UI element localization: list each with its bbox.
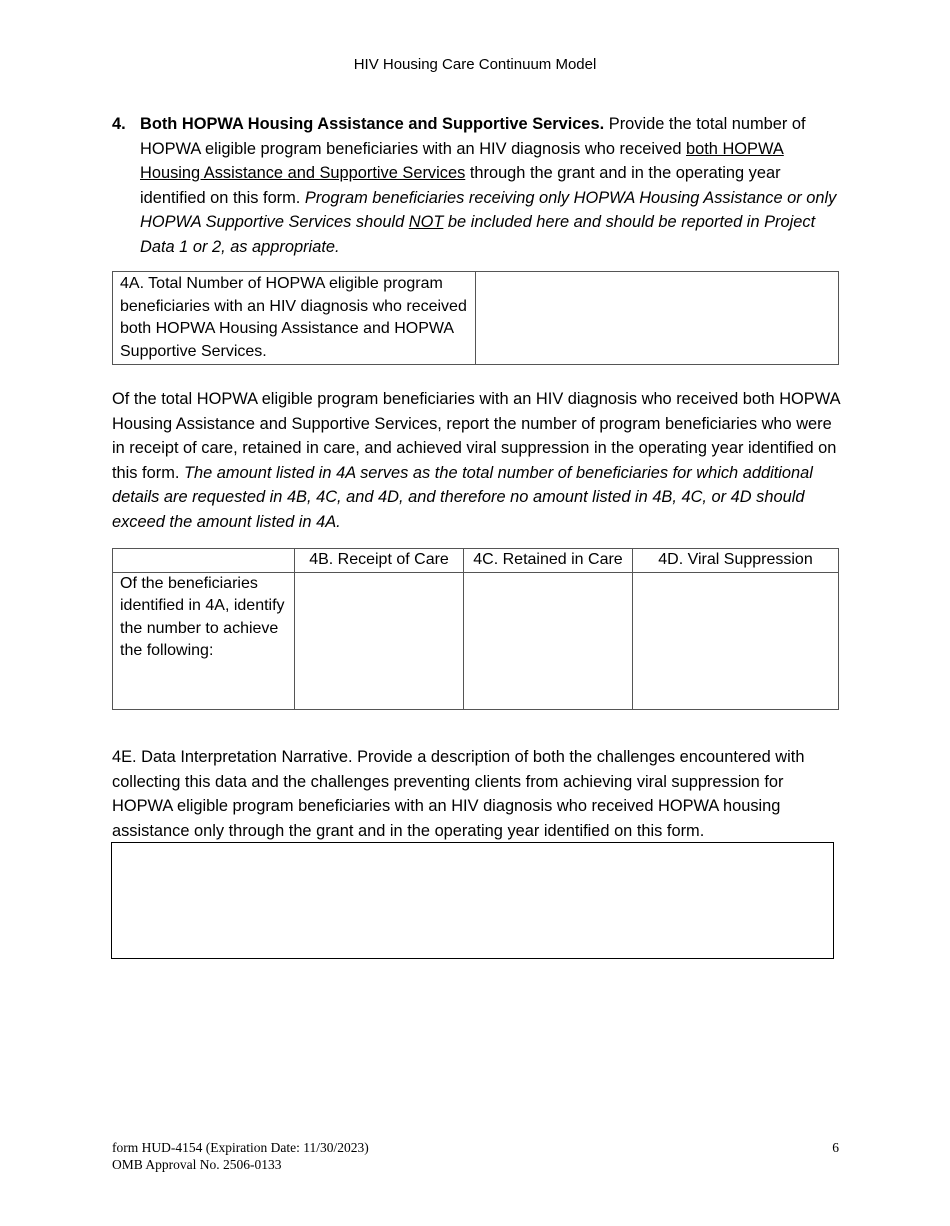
section-number: 4. — [112, 115, 126, 133]
header-blank — [113, 549, 295, 573]
footer-form-id: form HUD-4154 (Expiration Date: 11/30/2023) — [112, 1140, 369, 1155]
section-italic-not: NOT — [408, 213, 444, 231]
header-receipt-of-care: 4B. Receipt of Care — [295, 549, 464, 573]
section-4 — [112, 112, 842, 259]
table-row — [113, 572, 839, 709]
page-number: 6 — [832, 1140, 839, 1155]
cell-viral-suppression[interactable] — [633, 572, 839, 709]
paragraph-2-italic: The amount listed in 4A serves as the total number of beneficiaries for which additional details are requested in 4B, 4C, and 4D, and therefore no amount listed in 4B, 4C, or 4D should exceed the amount listed in 4A. — [112, 463, 813, 531]
section-text-1: Provide the total number of HOPWA eligible program beneficiaries with an HIV diagnosis who received — [140, 115, 806, 158]
cell-receipt-of-care[interactable] — [295, 572, 464, 709]
section-4-body — [140, 112, 842, 259]
table-header-row — [113, 549, 839, 573]
row-label: Of the beneficiaries identified in 4A, identify the number to achieve the following: — [113, 572, 295, 709]
footer — [112, 1139, 839, 1173]
section-text-2: through the grant and in the operating year identified on this form. — [140, 164, 781, 207]
table-4a — [112, 271, 839, 365]
paragraph-2-text: Of the total HOPWA eligible program beneficiaries with an HIV diagnosis who received both HOPWA Housing Assistance and Supportive Services, report the number of program beneficiaries who were in receipt of care, retained in care, and achieved viral suppression in the operating year identified on this form. — [112, 390, 840, 482]
section-underline-1: both HOPWA Housing Assistance and Supportive Services — [140, 139, 784, 182]
table-4a-value-cell[interactable] — [476, 272, 839, 365]
section-italic-2: be included here and should be reported in Project Data 1 or 2, as appropriate. — [140, 213, 816, 256]
table-4b-4d — [112, 548, 839, 710]
paragraph-2 — [112, 387, 842, 534]
narrative-textbox[interactable] — [111, 842, 834, 959]
header-viral-suppression: 4D. Viral Suppression — [633, 549, 839, 573]
page-header: HIV Housing Care Continuum Model — [353, 56, 597, 73]
paragraph-4e: 4E. Data Interpretation Narrative. Provide a description of both the challenges encountered with collecting this data and the challenges preventing clients from achieving viral suppression for HOPWA eligible program beneficiaries with an HIV diagnosis who received HOPWA housing assistance only through the grant and in the operating year identified on this form. — [112, 748, 805, 840]
section-italic-1: Program beneficiaries receiving only HOPWA Housing Assistance or only HOPWA Supportive Services should — [140, 188, 837, 231]
table-4a-label: 4A. Total Number of HOPWA eligible program beneficiaries with an HIV diagnosis who received both HOPWA Housing Assistance and HOPWA Supportive Services. — [113, 272, 476, 365]
cell-retained-in-care[interactable] — [464, 572, 633, 709]
header-retained-in-care: 4C. Retained in Care — [464, 549, 633, 573]
section-heading: Both HOPWA Housing Assistance and Supportive Services. — [140, 115, 605, 133]
footer-omb: OMB Approval No. 2506-0133 — [112, 1157, 282, 1172]
